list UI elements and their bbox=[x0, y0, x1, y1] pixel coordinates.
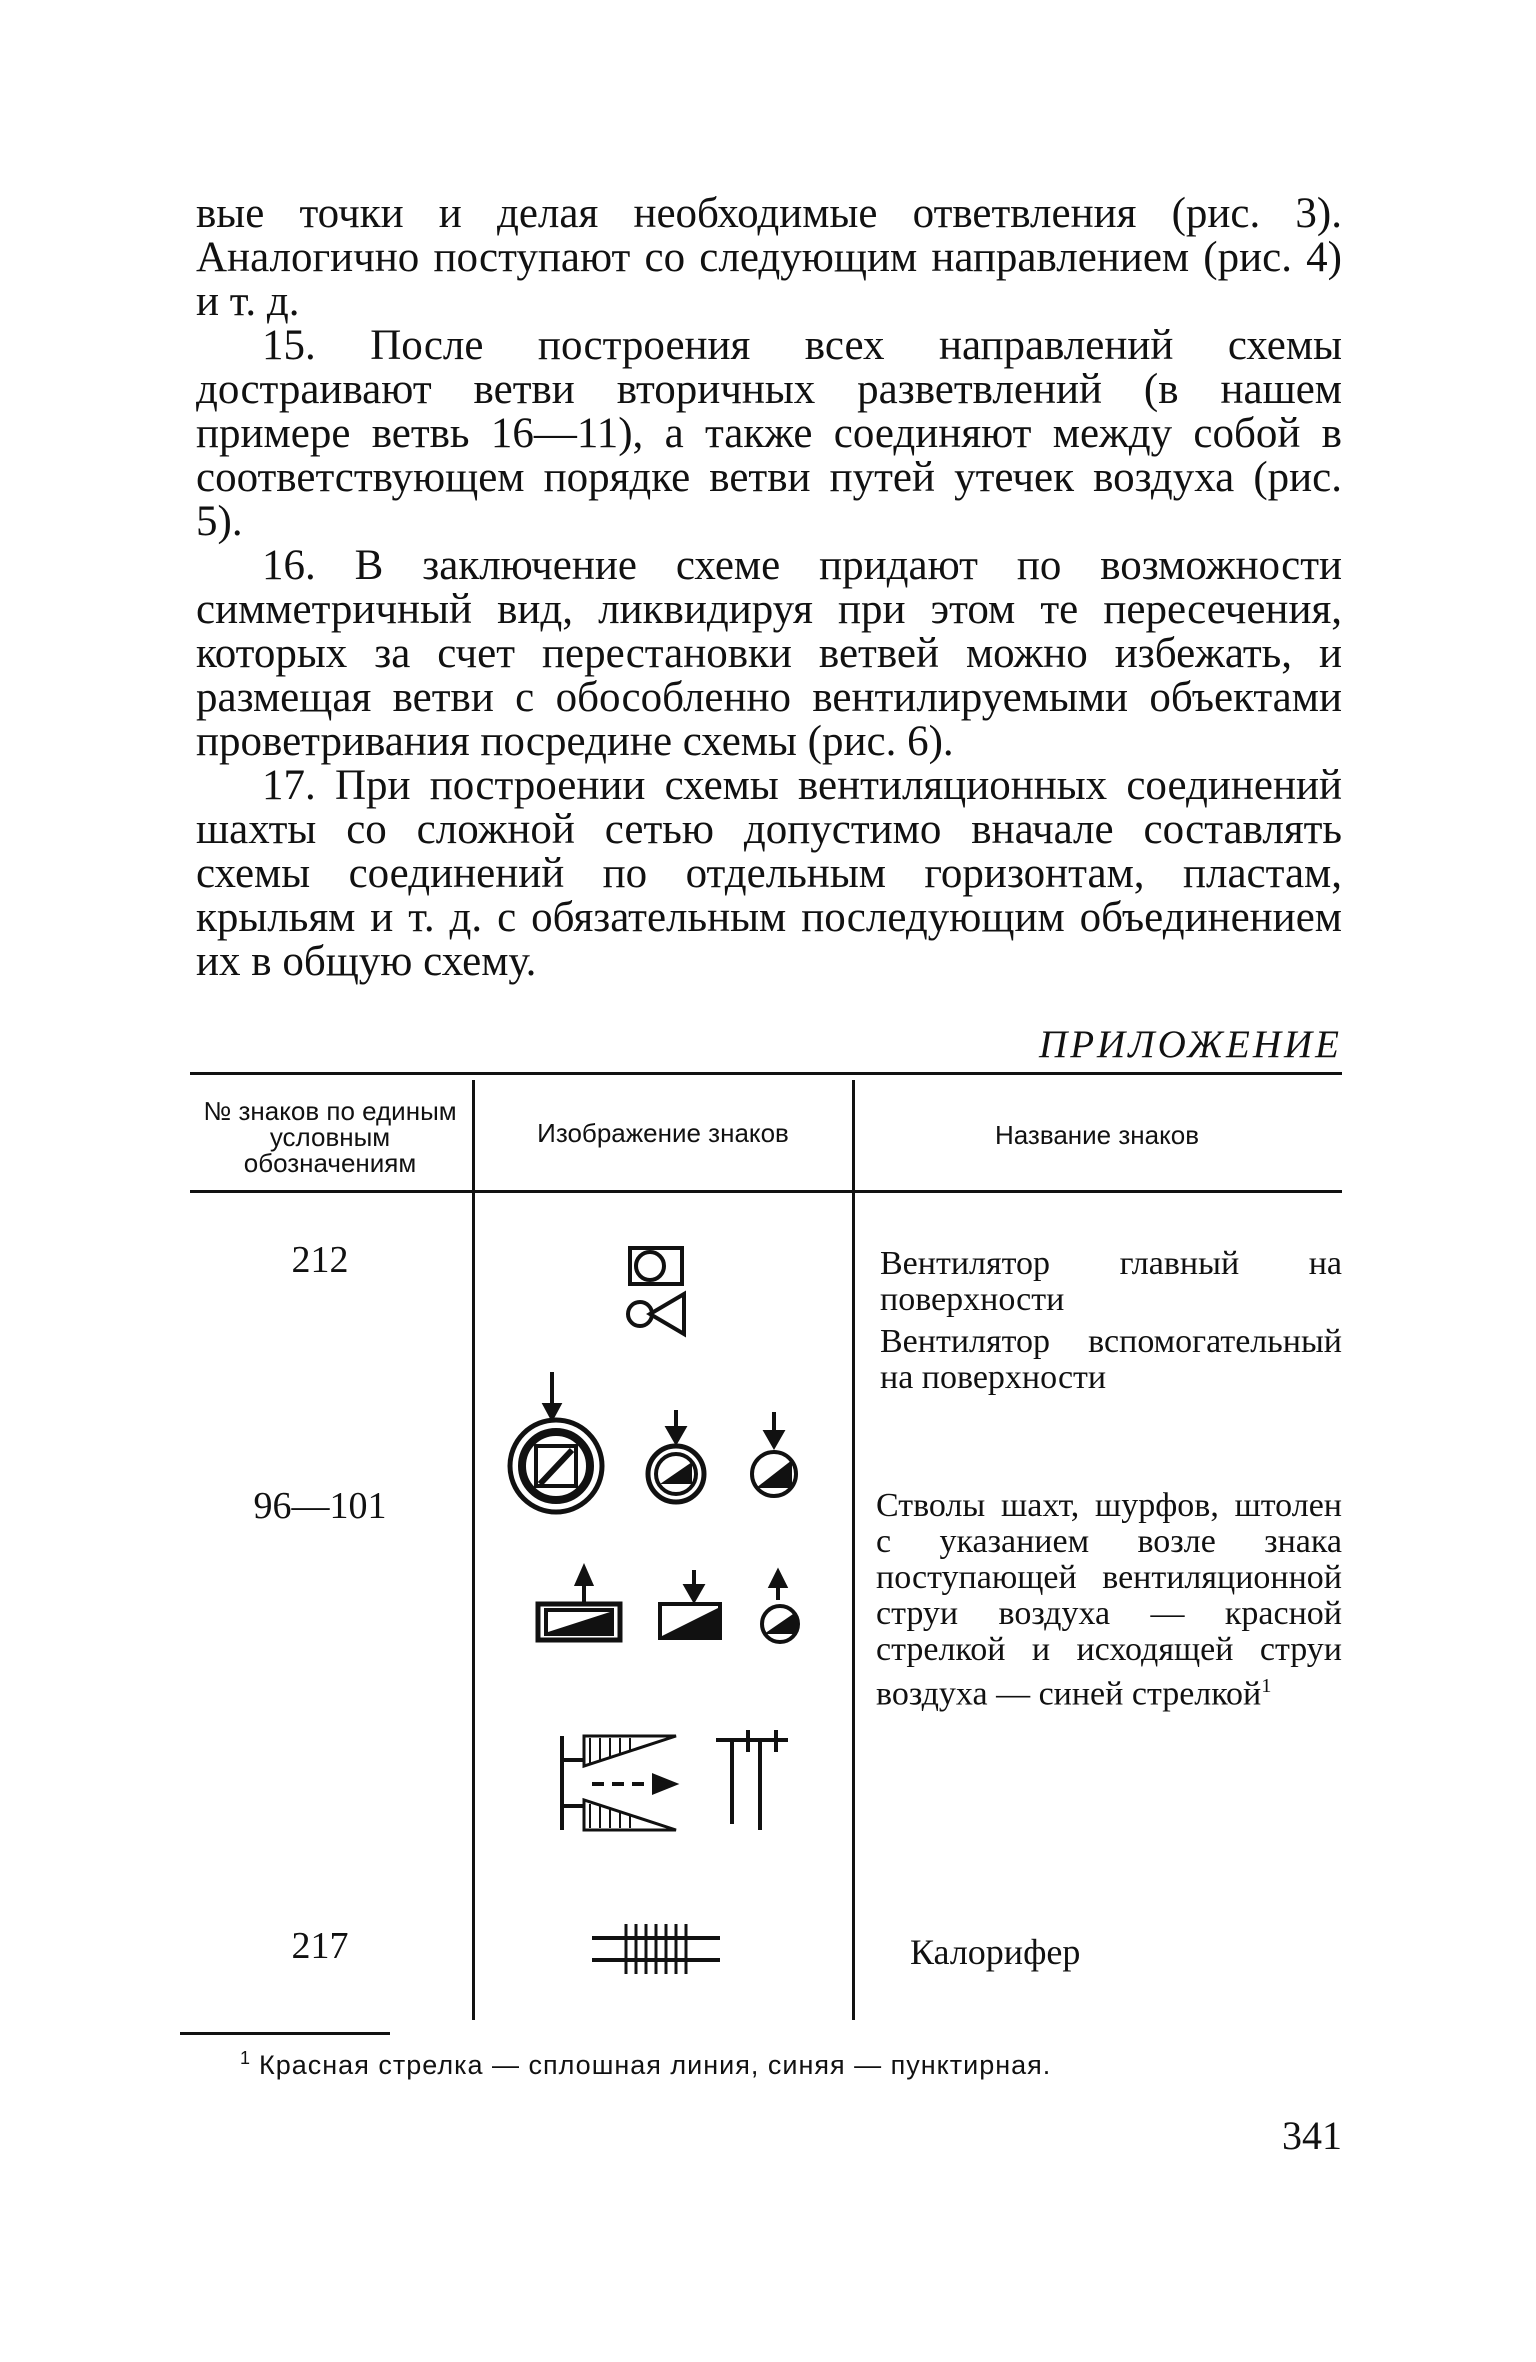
footnote-rule bbox=[180, 2032, 390, 2035]
adit-tee-icon bbox=[716, 1730, 788, 1830]
header-sign-image: Изображение знаков bbox=[537, 1118, 789, 1148]
footnote-ref: 1 bbox=[1261, 1675, 1272, 1697]
row-number-96-101: 96—101 bbox=[253, 1485, 387, 1527]
desc-main-fan: Вентилятор главный на поверхности bbox=[880, 1245, 1342, 1318]
shaft-circle-medium-icon bbox=[648, 1410, 704, 1502]
adit-large-icon bbox=[538, 1568, 620, 1640]
desc-shafts: Стволы шахт, шурфов, штолен с указанием возле знака поступающей вентиляционной струи воздуха — красной стрелкой и исходящей струи воздуха — синей стрелкой bbox=[876, 1487, 1342, 1713]
footnote bbox=[240, 2048, 1051, 2081]
shaft-circle-small-icon bbox=[752, 1412, 796, 1496]
paragraph-15: 15. После построения всех направлений схемы достраивают ветви вторичных разветвлений (в нашем примере ветвь 16—11), а также соединяют между собой в соответствующем порядке ветви путей утечек воздуха (рис. 5). bbox=[196, 322, 1342, 545]
row-number-212: 212 bbox=[291, 1239, 349, 1281]
footnote-mark: 1 bbox=[240, 2048, 252, 2068]
desc-aux-fan: Вентилятор вспомогательный на поверхности bbox=[880, 1323, 1342, 1396]
adit-portal-icon bbox=[562, 1736, 676, 1830]
paragraph-continuation: вые точки и делая необходимые ответвления (рис. 3). Аналогично поступают со следующим направлением (рис. 4) и т. д. bbox=[196, 190, 1342, 325]
appendix-title: ПРИЛОЖЕНИЕ bbox=[1039, 1023, 1342, 1066]
heater-icon bbox=[592, 1924, 720, 1974]
desc-heater: Калорифер bbox=[910, 1932, 1081, 1972]
page-number: 341 bbox=[1282, 2113, 1342, 2158]
header-sign-name: Название знаков bbox=[994, 1120, 1200, 1150]
shaft-circle-large-icon bbox=[510, 1372, 602, 1512]
main-fan-icon bbox=[630, 1248, 682, 1284]
header-sign-number: № знаков по единым условным обозначениям bbox=[203, 1096, 457, 1178]
aux-fan-icon bbox=[628, 1294, 684, 1334]
paragraph-16: 16. В заключение схеме придают по возможности симметричный вид, ликвидируя при этом те пересечения, которых за счет перестановки ветвей можно избежать, и размещая ветви с обособленно вентилируемыми объектами проветривания посредине схемы (рис. 6). bbox=[196, 542, 1342, 765]
adit-medium-icon bbox=[660, 1570, 720, 1638]
paragraph-17: 17. При построении схемы вентиляционных соединений шахты со сложной сетью допустимо вначале составлять схемы соединений по отдельным горизонтам, пластам, крыльям и т. д. с обязательным последующим объединением их в общую схему. bbox=[196, 762, 1342, 985]
footnote-text: Красная стрелка — сплошная линия, синяя — пунктирная. bbox=[259, 2050, 1052, 2080]
adit-small-icon bbox=[762, 1572, 798, 1642]
row-number-217: 217 bbox=[291, 1925, 349, 1967]
